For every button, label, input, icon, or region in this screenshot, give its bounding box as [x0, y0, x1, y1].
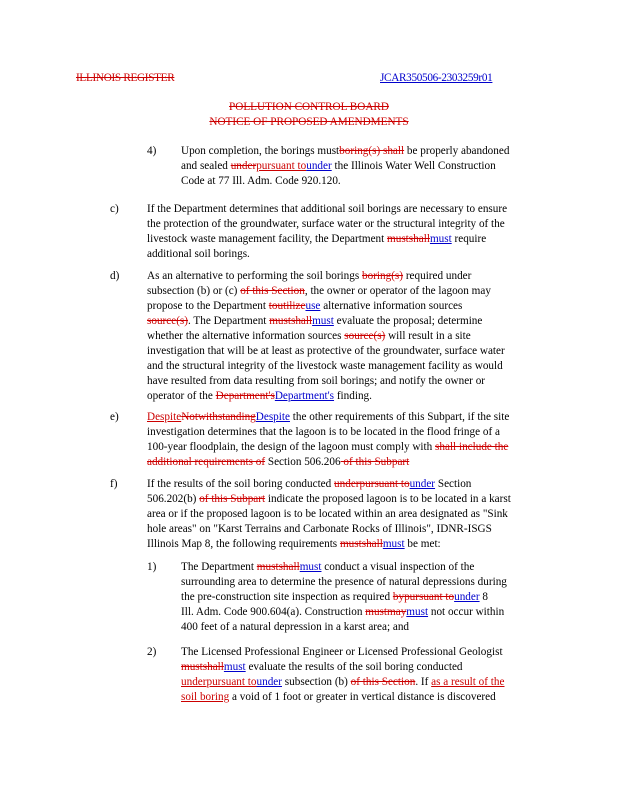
item-f-line-1: If the results of the soil boring conducted underpursuant tounder Section: [147, 478, 472, 490]
item-f2-label: 2): [147, 646, 157, 658]
item-4-line-1: Upon completion, the borings mustboring(s) shall be properly abandoned: [181, 145, 510, 157]
item-d-label: d): [110, 270, 120, 282]
item-e-label: e): [110, 411, 119, 423]
item-f1-line-4: Ill. Adm. Code 900.604(a). Construction mustmaymust not occur within: [181, 606, 505, 618]
item-c-line-1: If the Department determines that additional soil borings are necessary to ensure: [147, 203, 508, 215]
item-d-line-2: subsection (b) or (c) of this Section, the owner or operator of the lagoon may: [147, 285, 491, 297]
notice-title: NOTICE OF PROPOSED AMENDMENTS: [209, 116, 409, 128]
item-f1-line-5: 400 feet of a natural depression in a karst area; and: [181, 621, 410, 633]
item-d-line-8: have resulted from data resulting from soil borings; and notify the owner or: [147, 375, 486, 387]
item-d-line-4: source(s). The Department mustshallmust evaluate the proposal; determine: [147, 315, 483, 327]
item-c-line-2: the protection of the groundwater, surface water or the structural integrity of the: [147, 218, 505, 230]
item-f1-label: 1): [147, 561, 157, 573]
item-f-label: f): [110, 478, 118, 490]
item-c-label: c): [110, 203, 119, 215]
item-f1-line-1: The Department mustshallmust conduct a visual inspection of the: [181, 561, 475, 573]
item-d-line-1: As an alternative to performing the soil borings boring(s) required under: [147, 270, 472, 282]
item-f1-line-3: the pre-construction site inspection as required bypursuant tounder 8: [181, 591, 488, 603]
item-4-label: 4): [147, 145, 157, 157]
item-f-line-5: Illinois Map 8, the following requirements mustshallmust be met:: [147, 538, 441, 550]
item-f-line-4: hole areas" on "Karst Terrains and Carbonate Rocks of Illinois", IDNR-ISGS: [147, 523, 492, 535]
item-d-line-7: and the structural integrity of the livestock waste management facility as would: [147, 360, 503, 372]
item-f-line-2: 506.202(b) of this Subpart indicate the proposed lagoon is to be located in a karst: [147, 493, 511, 505]
item-4-line-2: and sealed underpursuant tounder the Illinois Water Well Construction: [181, 160, 496, 172]
item-f2-line-2: mustshallmust evaluate the results of the soil boring conducted: [181, 661, 463, 673]
item-f2-line-3: underpursuant tounder subsection (b) of this Section. If as a result of the: [181, 676, 505, 688]
item-e-line-4: additional requirements of Section 506.206 of this Subpart: [147, 456, 410, 468]
item-e-line-1: DespiteNotwithstandingDespite the other requirements of this Subpart, if the site: [147, 411, 510, 423]
item-d-line-6: investigation that will be at least as protective of the groundwater, surface water: [147, 345, 505, 357]
item-e-line-3: 100-year floodplain, the design of the lagoon must comply with shall include the: [147, 441, 509, 453]
agency-title: POLLUTION CONTROL BOARD: [229, 101, 389, 113]
jcar-code: JCAR350506-2303259r01: [380, 72, 493, 84]
item-f2-line-1: The Licensed Professional Engineer or Licensed Professional Geologist: [181, 646, 503, 658]
item-d-line-3: propose to the Department toutilizeuse alternative information sources: [147, 300, 463, 312]
register-header: ILLINOIS REGISTER: [76, 72, 175, 84]
item-d-line-5: whether the alternative information sources source(s) will result in a site: [147, 330, 471, 342]
item-f2-line-4: soil boring a void of 1 foot or greater in vertical distance is discovered: [181, 691, 496, 703]
item-f-line-3: area or if the proposed lagoon is to be located within an area designated as "Sink: [147, 508, 508, 520]
item-f1-line-2: surrounding area to determine the presence of natural depressions during: [181, 576, 507, 588]
item-c-line-3: livestock waste management facility, the Department mustshallmust require: [147, 233, 487, 245]
item-d-line-9: operator of the Department'sDepartment's finding.: [147, 390, 372, 402]
item-4-line-3: Code at 77 Ill. Adm. Code 920.120.: [181, 175, 341, 187]
item-e-line-2: investigation determines that the lagoon is to be located in the flood fringe of a: [147, 426, 500, 438]
item-c-line-4: additional soil borings.: [147, 248, 250, 260]
